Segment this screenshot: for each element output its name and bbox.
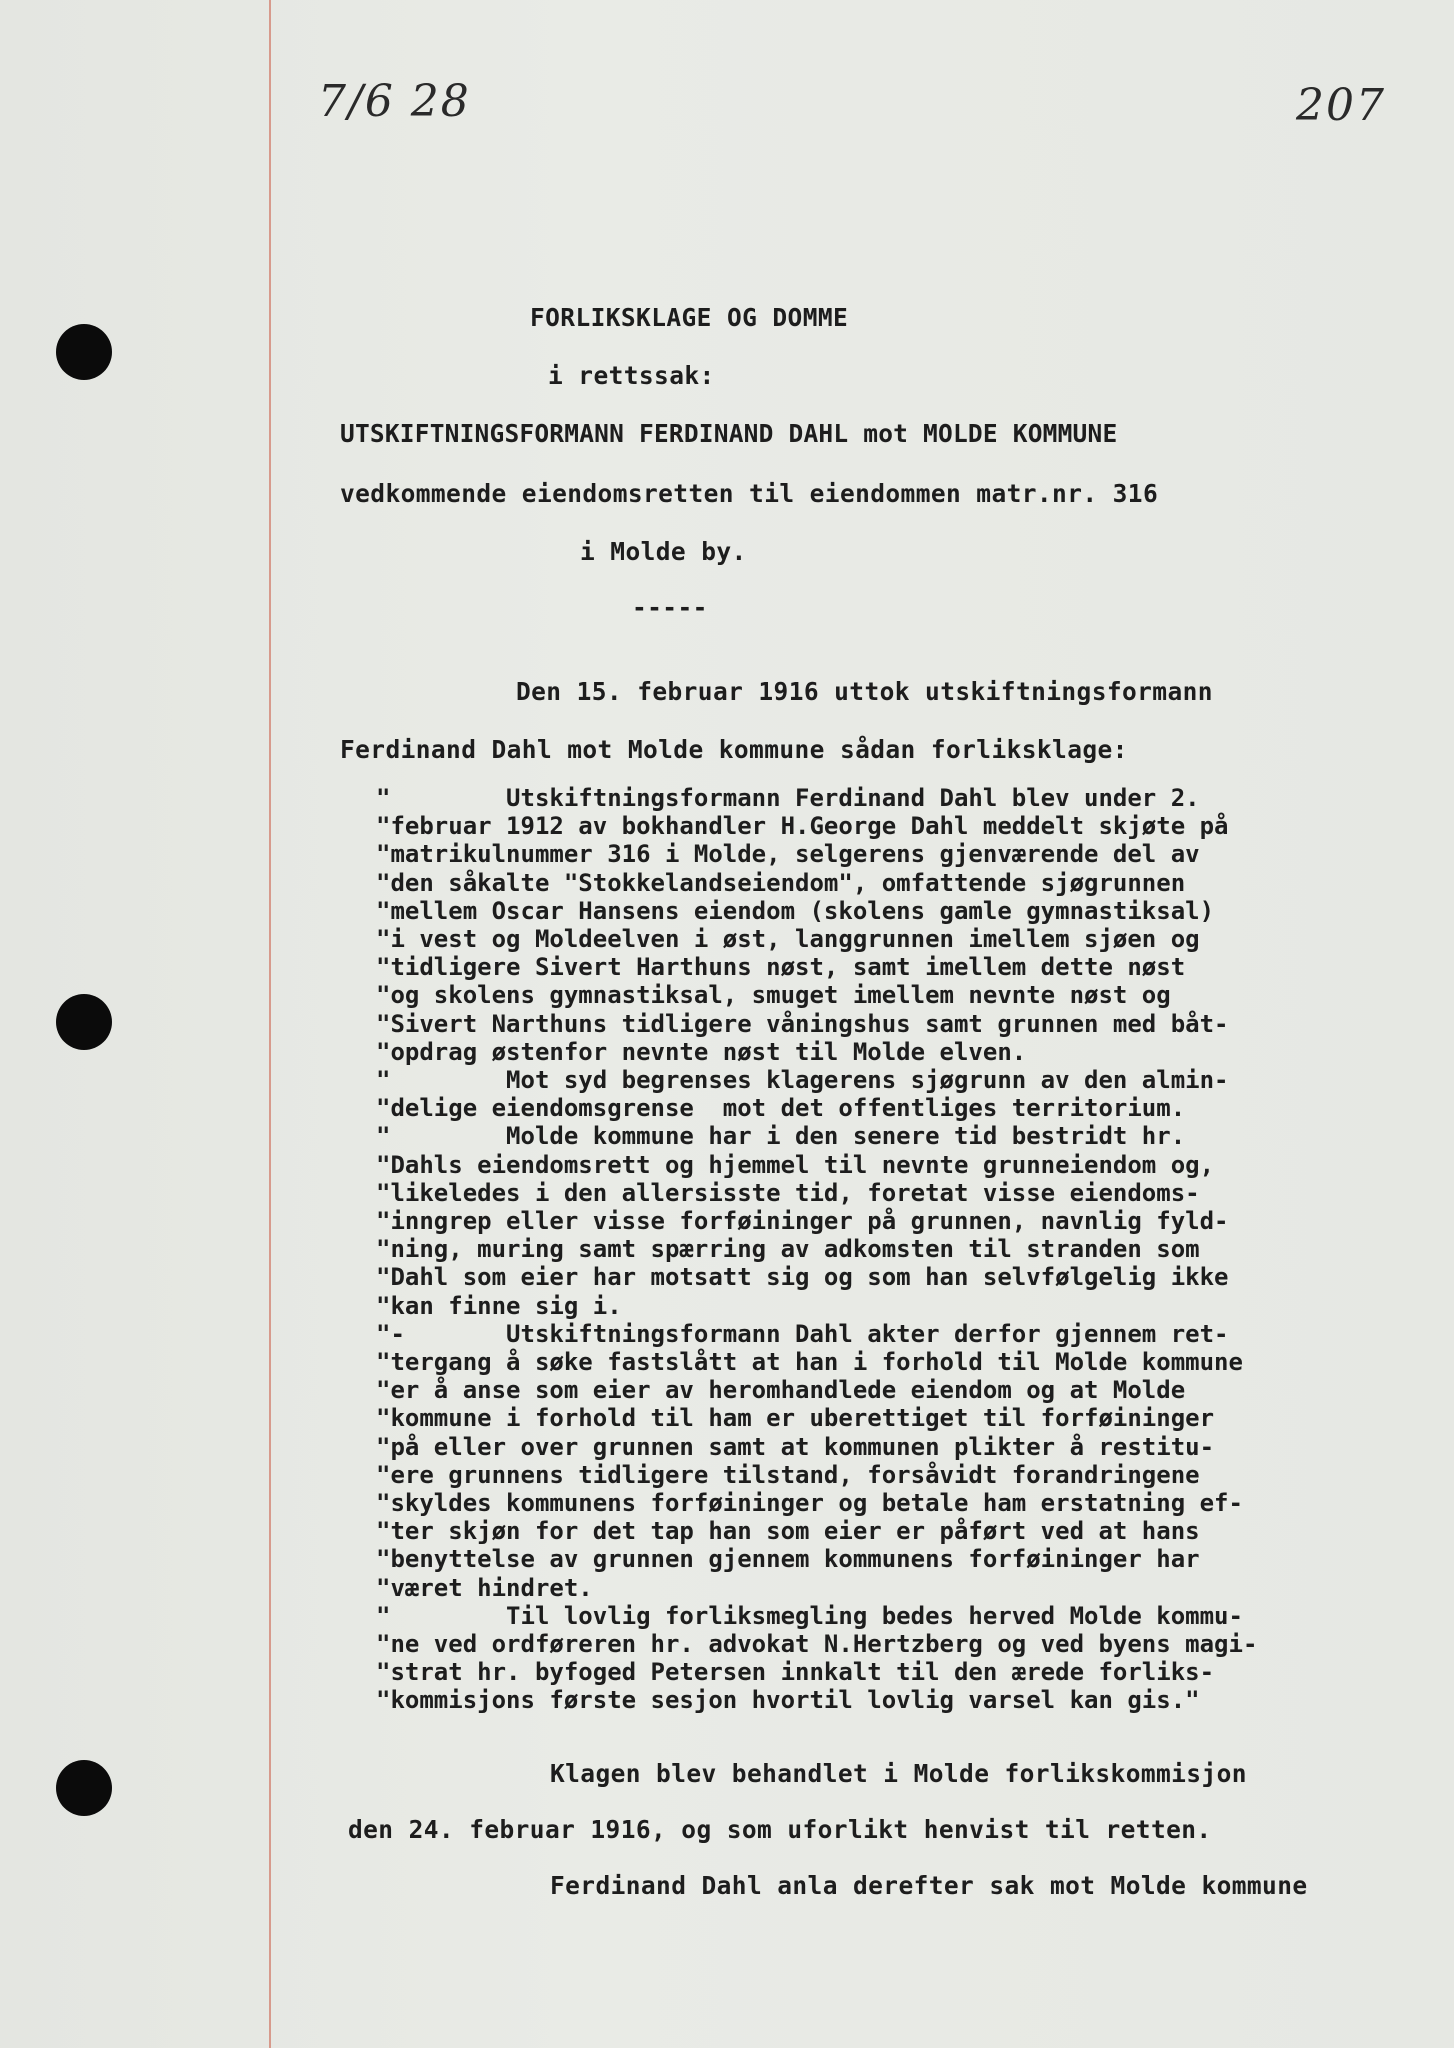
document-subtitle: i rettssak: xyxy=(548,361,715,390)
intro-line: Den 15. februar 1916 uttok utskiftningsformann xyxy=(516,677,1213,706)
complaint-line: "på eller over grunnen samt at kommunen plikter å restitu- xyxy=(376,1432,1215,1461)
complaint-line: "likeledes i den allersisste tid, foretat visse eiendoms- xyxy=(376,1178,1200,1207)
case-parties: UTSKIFTNINGSFORMANN FERDINAND DAHL mot MOLDE KOMMUNE xyxy=(340,419,1118,448)
complaint-line: " Utskiftningsformann Ferdinand Dahl blev under 2. xyxy=(376,784,1200,812)
closing-line: Klagen blev behandlet i Molde forlikskommisjon xyxy=(550,1759,1247,1788)
complaint-line: "Sivert Narthuns tidligere våningshus samt grunnen med båt- xyxy=(376,1009,1229,1038)
complaint-line: "ne ved ordføreren hr. advokat N.Hertzberg og ved byens magi- xyxy=(376,1630,1258,1658)
complaint-line: " Molde kommune har i den senere tid bestridt hr. xyxy=(376,1122,1186,1151)
complaint-line: "matrikulnummer 316 i Molde, selgerens gjenværende del av xyxy=(376,840,1200,869)
complaint-line: " Til lovlig forliksmegling bedes herved Molde kommu- xyxy=(376,1601,1243,1630)
complaint-line: "mellem Oscar Hansens eiendom (skolens gamle gymnastiksal) xyxy=(376,896,1215,925)
complaint-line: "februar 1912 av bokhandler H.George Dahl meddelt skjøte på xyxy=(376,812,1229,841)
handwritten-date: 7/6 28 xyxy=(318,76,471,127)
handwritten-page-number: 207 xyxy=(1296,80,1386,131)
complaint-line: "den såkalte "Stokkelandseiendom", omfattende sjøgrunnen xyxy=(376,868,1186,897)
complaint-line: "strat hr. byfoged Petersen innkalt til den ærede forliks- xyxy=(376,1658,1215,1687)
closing-line: den 24. februar 1916, og som uforlikt henvist til retten. xyxy=(348,1815,1212,1844)
complaint-line: "og skolens gymnastiksal, smuget imellem nevnte nøst og xyxy=(376,981,1171,1010)
punch-hole xyxy=(56,994,112,1050)
intro-line: Ferdinand Dahl mot Molde kommune sådan forliksklage: xyxy=(340,735,1128,764)
complaint-line: "opdrag østenfor nevnte nøst til Molde elven. xyxy=(376,1037,1027,1066)
complaint-line: "skyldes kommunens forføininger og betale ham erstatning ef- xyxy=(376,1489,1243,1517)
complaint-line: "kan finne sig i. xyxy=(376,1291,622,1320)
case-location: i Molde by. xyxy=(580,537,747,566)
complaint-line: "- Utskiftningsformann Dahl akter derfor gjennem ret- xyxy=(376,1319,1229,1348)
complaint-line: "inngrep eller visse forføininger på grunnen, navnlig fyld- xyxy=(376,1207,1229,1235)
complaint-line: " Mot syd begrenses klagerens sjøgrunn av den almin- xyxy=(376,1066,1229,1094)
complaint-line: "er å anse som eier av heromhandlede eiendom og at Molde xyxy=(376,1376,1186,1405)
separator: ----- xyxy=(632,593,708,622)
complaint-line: "været hindret. xyxy=(376,1573,593,1602)
case-regarding: vedkommende eiendomsretten til eiendommen matr.nr. 316 xyxy=(340,479,1159,508)
complaint-line: "benyttelse av grunnen gjennem kommunens forføininger har xyxy=(376,1545,1200,1574)
complaint-line: "Dahl som eier har motsatt sig og som han selvfølgelig ikke xyxy=(376,1263,1229,1292)
document-title: FORLIKSKLAGE OG DOMME xyxy=(530,303,849,332)
complaint-line: "tergang å søke fastslått at han i forhold til Molde kommune xyxy=(376,1348,1243,1376)
complaint-line: "i vest og Moldeelven i øst, langgrunnen imellem sjøen og xyxy=(376,925,1200,953)
complaint-line: "kommune i forhold til ham er uberettiget til forføininger xyxy=(376,1404,1215,1433)
complaint-line: "Dahls eiendomsrett og hjemmel til nevnte grunneiendom og, xyxy=(376,1150,1215,1179)
complaint-line: "ere grunnens tidligere tilstand, forsåvidt forandringene xyxy=(376,1460,1200,1489)
complaint-line: "ter skjøn for det tap han som eier er påført ved at hans xyxy=(376,1517,1200,1546)
complaint-line: "kommisjons første sesjon hvortil lovlig varsel kan gis." xyxy=(376,1686,1200,1715)
complaint-line: "ning, muring samt spærring av adkomsten til stranden som xyxy=(376,1235,1200,1264)
punch-hole xyxy=(56,324,112,380)
complaint-line: "tidligere Sivert Harthuns nøst, samt imellem dette nøst xyxy=(376,953,1186,982)
punch-hole xyxy=(56,1760,112,1816)
margin-rule xyxy=(269,0,271,2048)
closing-line: Ferdinand Dahl anla derefter sak mot Molde kommune xyxy=(550,1871,1308,1900)
complaint-line: "delige eiendomsgrense mot det offentliges territorium. xyxy=(376,1094,1186,1123)
